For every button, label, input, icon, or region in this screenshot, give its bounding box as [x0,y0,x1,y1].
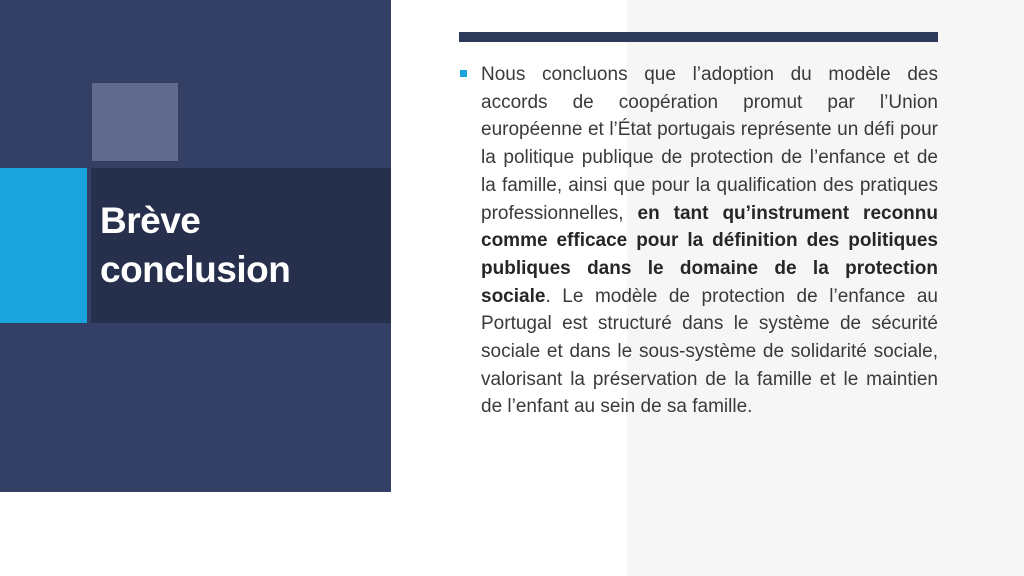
slide-title: Brève conclusion [100,200,291,290]
accent-bar [0,168,87,323]
top-rule [459,32,938,42]
body-intro: Nous concluons que l’adoption du modèle des accords de coopération promut par l’Union européenne et l’État portugais représente un défi pour la politique publique de protection de l’enfance et de la famille, ainsi que pour la qualification des pratiques professionnelles, [481,64,938,224]
body-outro: . Le modèle de protection de l’enfance au Portugal est structuré dans le système de sécurité sociale et dans le sous-système de solidarité sociale, valorisant la préservation de la famille et le maintien de l’enfant au sein de sa famille. [481,285,938,418]
bullet-square-icon [460,70,467,77]
body-emphasis: en tant qu’instrument reconnu comme efficace pour la définition des politiques publiques dans le domaine de la protection sociale [481,202,939,307]
body-paragraph [481,61,938,421]
decorative-square [92,83,178,161]
